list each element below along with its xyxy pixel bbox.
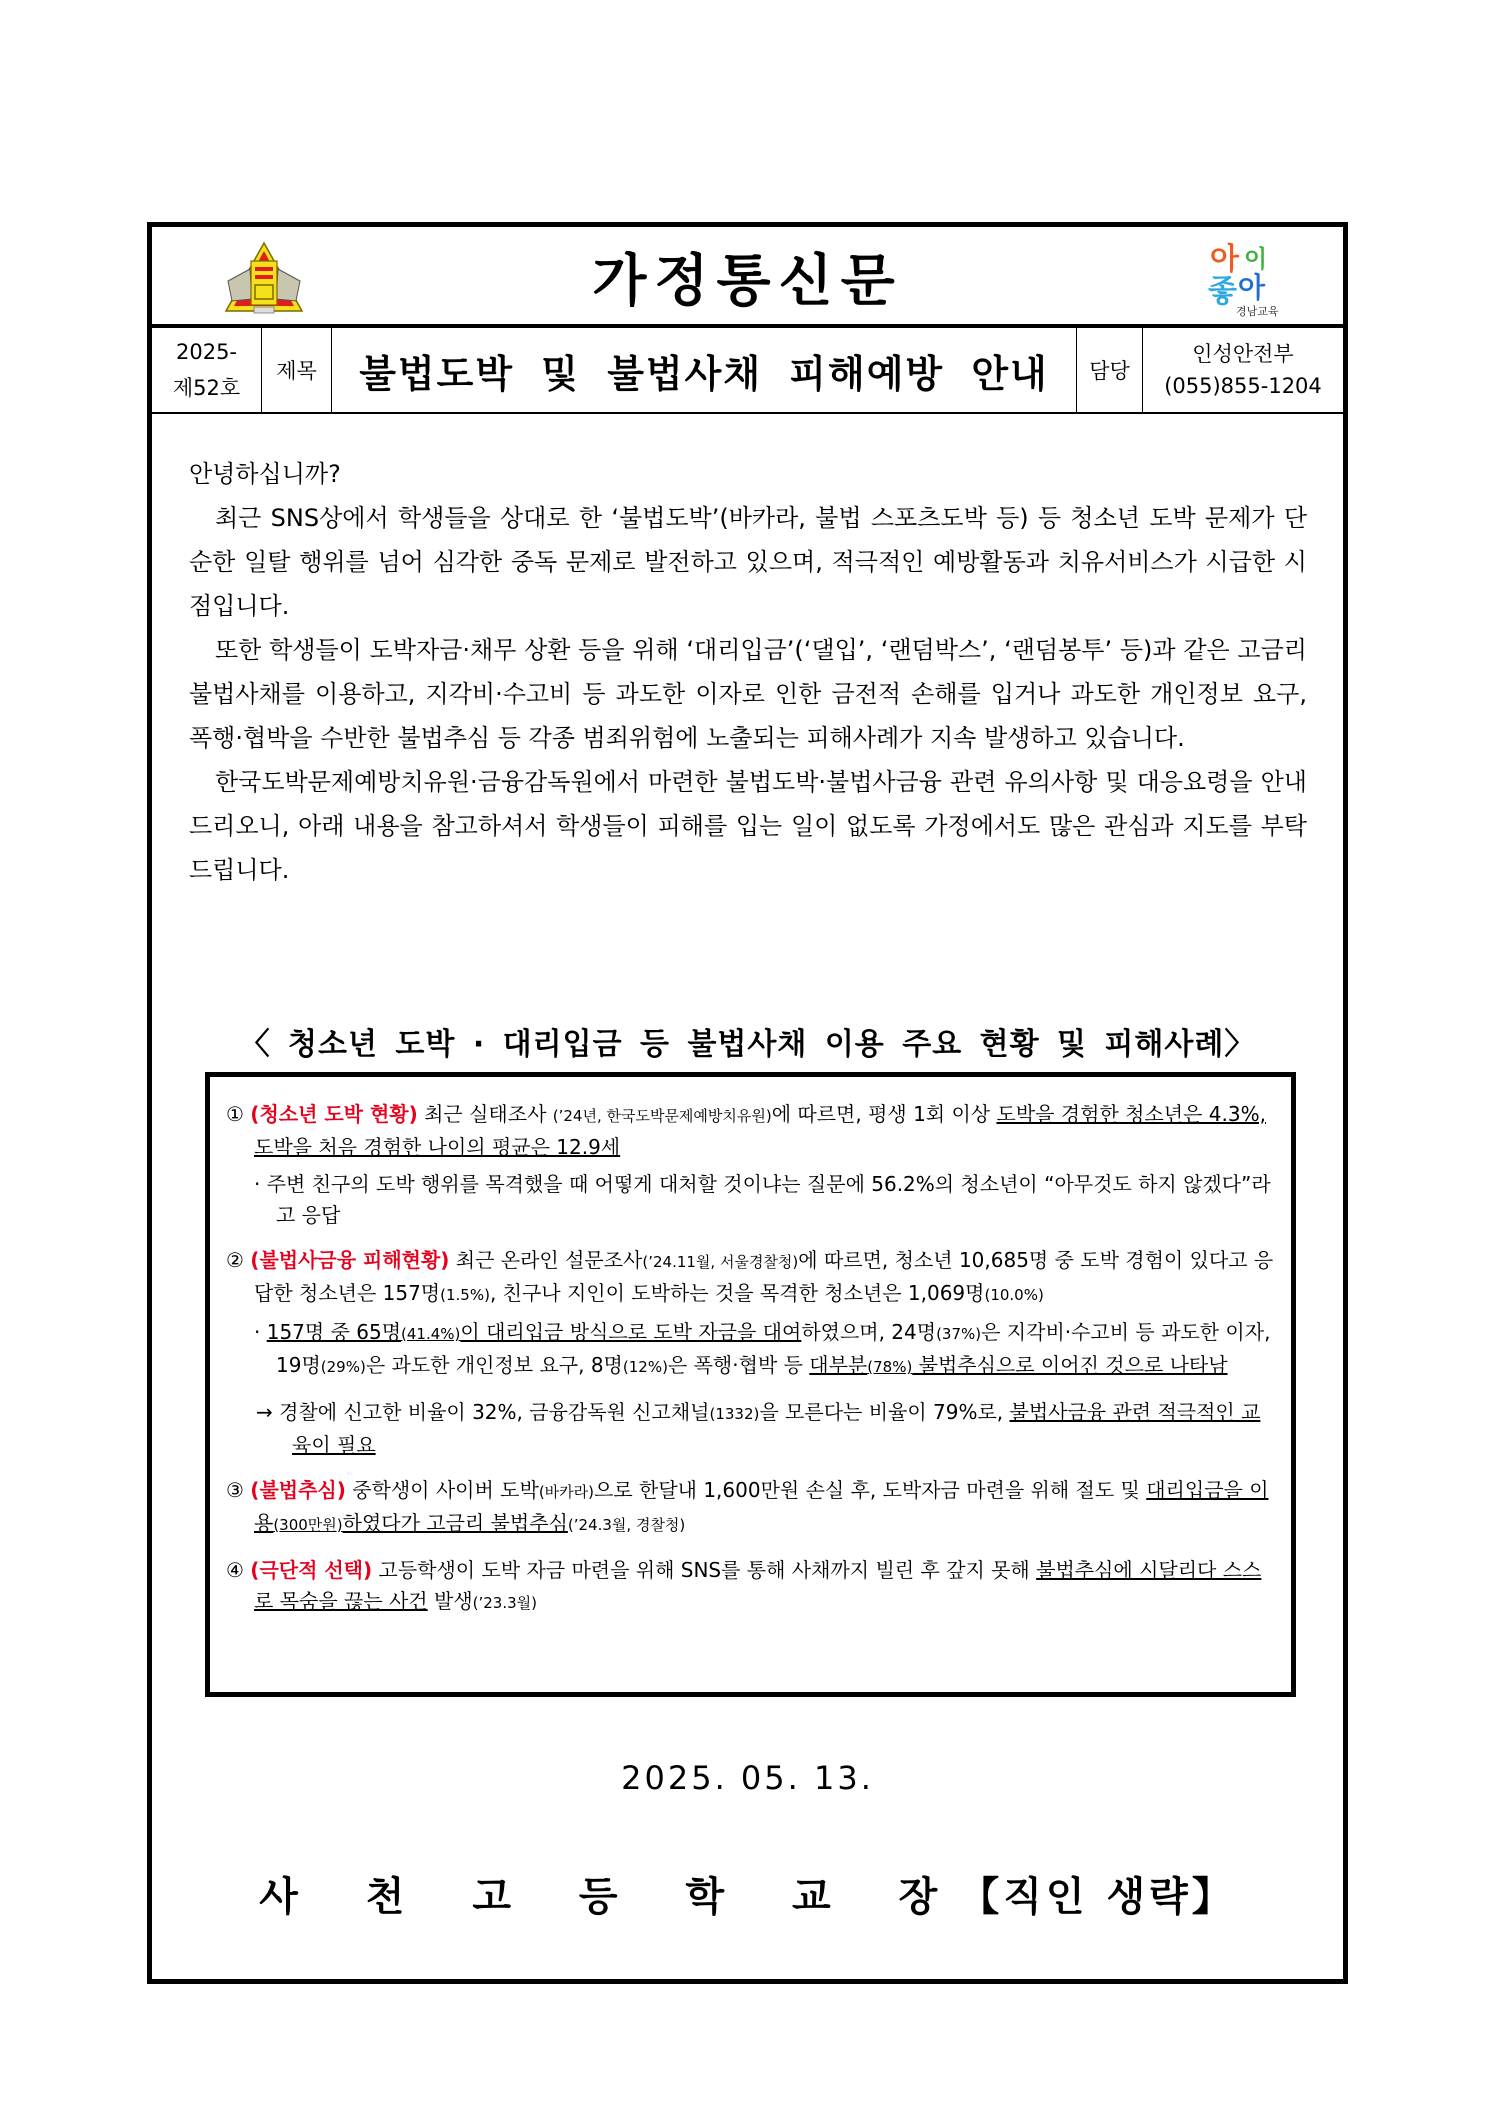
contact-label: 담당 <box>1077 328 1143 412</box>
contact-phone: (055)855-1204 <box>1164 374 1322 398</box>
item-underlined-text: 대리입금을 이용 <box>254 1478 1269 1535</box>
item-conclusion <box>226 1397 1279 1461</box>
seal-note: 【직인 생략】 <box>959 1874 1236 1920</box>
svg-text:아: 아 <box>1238 271 1266 304</box>
item-underlined-text: 도박을 경험한 청소년은 4.3%, 도박을 처음 경험한 나이의 평균은 12.9세 <box>254 1102 1266 1159</box>
sub-percent: (78%) <box>867 1358 913 1376</box>
paragraph-1: 최근 SNS상에서 학생들을 상대로 한 ‘불법도박’(바카라, 불법 스포츠도박 등) 등 청소년 도박 문제가 단순한 일탈 행위를 넘어 심각한 중독 문제로 발전하고 있으며, 적극적인 예방활동과 치유서비스가 시급한 시점입니다. <box>189 504 1307 620</box>
item-source: (’23.3월) <box>472 1594 538 1612</box>
paragraph-3: 한국도박문제예방치유원·금융감독원에서 마련한 불법도박·불법사금융 관련 유의사항 및 대응요령을 안내드리오니, 아래 내용을 참고하셔서 학생들이 피해를 입는 일이 없도록 가정에서도 많은 관심과 지도를 부탁드립니다. <box>189 768 1307 884</box>
principal-name: 사 천 고 등 학 교 장 <box>259 1874 960 1920</box>
item-text: 발생 <box>427 1589 473 1613</box>
issue-number: 제52호 <box>172 376 241 400</box>
issue-number-cell <box>152 328 262 412</box>
contact-department: 인성안전부 <box>1192 342 1294 366</box>
newsletter-frame <box>147 222 1348 1984</box>
conclusion-hotline: (1332) <box>709 1405 760 1423</box>
item-number: ① <box>226 1102 244 1126</box>
arrow-icon: → <box>256 1400 273 1424</box>
section-title: 〈 청소년 도박 · 대리입금 등 불법사채 이용 주요 현황 및 피해사례〉 <box>239 1027 1256 1062</box>
item-text: 중학생이 사이버 도박 <box>345 1478 539 1502</box>
item-source: (’24년, 한국도박문제예방치유원) <box>552 1107 772 1125</box>
case-item-2 <box>226 1245 1279 1461</box>
item-percent: (10.0%) <box>984 1286 1044 1304</box>
item-number: ② <box>226 1248 244 1272</box>
sub-text: 하였으며, 24명 <box>801 1320 937 1344</box>
conclusion-underlined: 불법사금융 관련 적극적인 교육이 필요 <box>292 1400 1261 1457</box>
header-row <box>152 227 1343 328</box>
signer-line <box>152 1865 1343 1922</box>
item-number: ③ <box>226 1478 244 1502</box>
conclusion-text: 을 모른다는 비율이 79%로, <box>759 1400 1010 1424</box>
document-title: 가정통신문 <box>592 249 903 314</box>
gyeongnam-education-logo-icon <box>1192 235 1292 321</box>
case-item-1 <box>226 1099 1279 1231</box>
issue-year: 2025- <box>175 340 238 364</box>
sub-percent: (12%) <box>622 1358 668 1376</box>
sub-underlined: 불법추심으로 이어진 것으로 나타남 <box>912 1353 1228 1377</box>
item-sub-note: · 주변 친구의 도박 행위를 목격했을 때 어떻게 대처할 것이냐는 질문에 56.2%의 청소년이 “아무것도 하지 않겠다”라고 응답 <box>254 1172 1271 1227</box>
subject-label: 제목 <box>262 328 332 412</box>
paragraph-2: 또한 학생들이 도박자금·채무 상환 등을 위해 ‘대리입금’(‘댈입’, ‘랜덤박스’, ‘랜덤봉투’ 등)과 같은 고금리 불법사채를 이용하고, 지각비·수고비 등 과도한 이자로 인한 금전적 손해를 입거나 과도한 개인정보 요구, 폭행·협박을 수반한 불법추심 등 각종 범죄위험에 노출되는 피해사례가 지속 발생하고 있습니다. <box>189 636 1307 752</box>
sub-underlined: 157명 중 65명 <box>266 1320 402 1344</box>
subject-title: 불법도박 및 불법사채 피해예방 안내 <box>332 328 1077 412</box>
sub-text: 은 과도한 개인정보 요구, 8명 <box>365 1353 623 1377</box>
item-number: ④ <box>226 1558 244 1582</box>
item-tag: (불법사금융 피해현황) <box>250 1248 450 1272</box>
item-text: 최근 실태조사 <box>417 1102 553 1126</box>
item-underlined-text: 하였다가 고금리 불법추심 <box>342 1511 568 1535</box>
item-text: 에 따르면, 청소년 10,685명 중 도박 경험이 있다고 응답한 청소년은 157명 <box>254 1248 1274 1305</box>
sub-underlined: 대부분 <box>809 1353 868 1377</box>
item-underlined-text: 불법추심에 시달리다 스스로 목숨을 끊는 사건 <box>254 1558 1262 1613</box>
item-tag: (불법추심) <box>250 1478 346 1502</box>
case-item-4 <box>226 1555 1279 1619</box>
sub-text: 은 폭행·협박 등 <box>667 1353 810 1377</box>
item-note: (바카라) <box>538 1483 594 1501</box>
letter-body <box>189 452 1307 892</box>
case-item-3 <box>226 1475 1279 1541</box>
sub-underlined: 이 대리입금 방식으로 도박 자금을 대여 <box>460 1320 802 1344</box>
item-tag: (극단적 선택) <box>250 1558 373 1582</box>
contact-cell <box>1143 328 1343 412</box>
svg-text:이: 이 <box>1244 245 1268 273</box>
item-source: (’24.11월, 서울경찰청) <box>642 1253 799 1271</box>
cases-box <box>205 1072 1296 1697</box>
item-text: 에 따르면, 평생 1회 이상 <box>771 1102 997 1126</box>
svg-text:좋: 좋 <box>1208 274 1237 309</box>
svg-text:경남교육: 경남교육 <box>1236 305 1279 318</box>
sub-percent: (37%) <box>936 1325 982 1343</box>
greeting: 안녕하십니까? <box>189 460 341 488</box>
issue-date: 2025. 05. 13. <box>621 1759 874 1797</box>
item-text: 고등학생이 도박 자금 마련을 위해 SNS를 통해 사채까지 빌린 후 갚지 못해 <box>372 1558 1037 1582</box>
meta-row <box>152 328 1343 414</box>
item-sub-note: · 157명 중 65명(41.4%)이 대리입금 방식으로 도박 자금을 대여하였으며, 24명(37%)은 지각비·수고비 등 과도한 이자, 19명(29%)은 과도한 개인정보 요구, 8명(12%)은 폭행·협박 등 대부분(78%) 불법추심으로 이어진 것으로 나타남 <box>254 1320 1271 1377</box>
sub-percent: (41.4%) <box>401 1325 461 1343</box>
item-tag: (청소년 도박 현황) <box>250 1102 418 1126</box>
item-percent: (1.5%) <box>440 1286 490 1304</box>
item-source: (’24.3월, 경찰청) <box>567 1516 686 1534</box>
item-text: 으로 한달내 1,600만원 손실 후, 도박자금 마련을 위해 절도 및 <box>594 1478 1147 1502</box>
sub-percent: (29%) <box>320 1358 366 1376</box>
item-text: , 친구나 지인이 도박하는 것을 목격한 청소년은 1,069명 <box>489 1281 985 1305</box>
conclusion-text: 경찰에 신고한 비율이 32%, 금융감독원 신고채널 <box>272 1400 710 1424</box>
item-text: 최근 온라인 설문조사 <box>449 1248 643 1272</box>
item-amount: (300만원) <box>273 1516 343 1534</box>
svg-text:아: 아 <box>1210 242 1239 277</box>
sub-text: 은 지각비·수고비 등 과도한 이자, 19명 <box>276 1320 1271 1377</box>
